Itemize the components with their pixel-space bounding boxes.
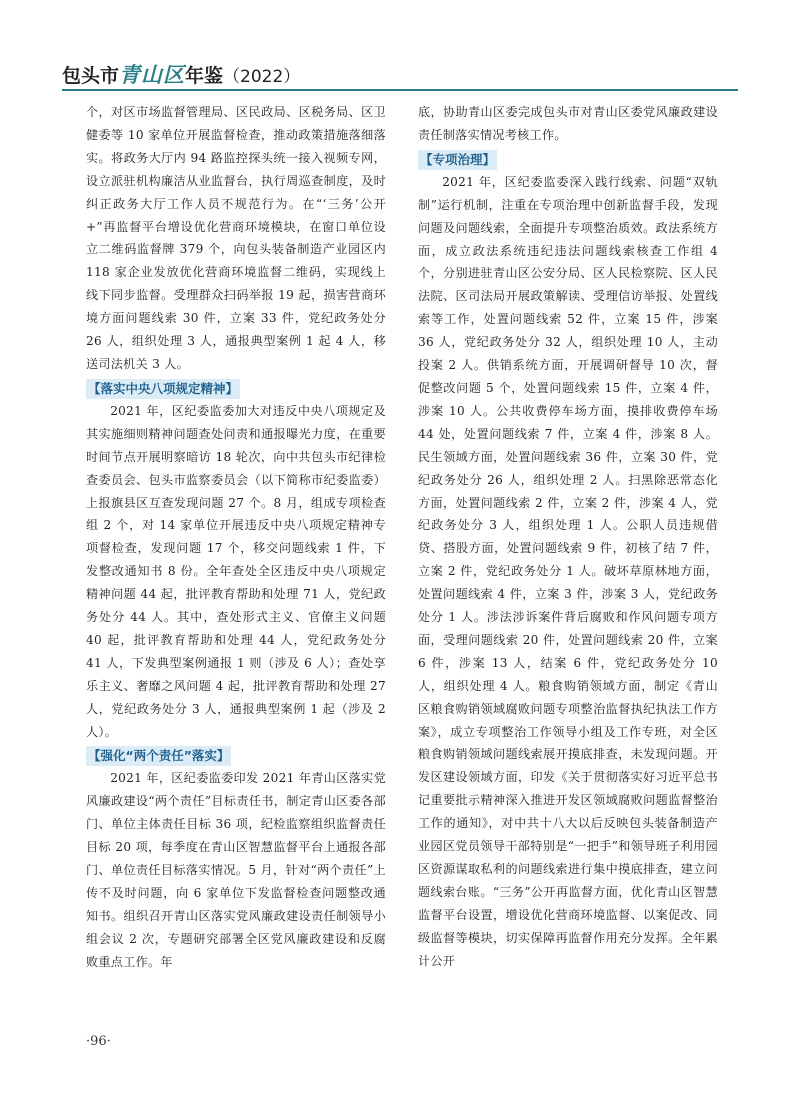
right-paragraph-2: 2021 年，区纪委监委深入践行线索、问题“双轨制”运行机制，注重在专项治理中创新监督手段，发现问题及问题线索，全面提升专项整治质效。政法系统方面，成立政法系统违纪违法问题线索核查工作组 4 个，分别进驻青山区公安分局、区人民检察院、区人民法院、区司法局开展政策解读、受理信访举报、处置线索等工作，处置问题线索 52 件，立案 15 件，涉案 36 人，党纪政务处分 32 人，组织处理 10 人，主动投案 2 人。供销系统方面，开展调研督导 10 次，督促整改问题 5 个，处置问题线索 15 件，立案 4 件，涉案 10 人。公共收费停车场方面，摸排收费停车场 44 处，处置问题线索 7 件，立案 4 件，涉案 8 人。民生领域方面，处置问题线索 36 件，立案 30 件，党纪政务处分 26 人，组织处理 2 人。扫黑除恶常态化方面，处置问题线索 2 件，立案 2 件，涉案 4 人，党纪政务处分 3 人，组织处理 1 人。公职人员违规借贷、搭股方面，处置问题线索 9 件，初核了结 7 件，立案 2 件，党纪政务处分 1 人。破坏草原林地方面，处置问题线索 4 件，立案 3 件，涉案 3 人，党纪政务处分 1 人。涉法涉诉案件背后腐败和作风问题专项方面，受理问题线索 20 件，处置问题线索 20 件，立案 6 件，涉案 13 人，结案 6 件，党纪政务处分 10 人，组织处理 4 人。粮食购销领域方面，制定《青山区粮食购销领域腐败问题专项整治监督执纪执法工作方案》，成立专项整治工作领导小组及工作专班，对全区粮食购销领域问题线索展开摸底排查，未发现问题。开发区建设领域方面，印发《关于贯彻落实好习近平总书记重要批示精神深入推进开发区领域腐败问题监督整治工作的通知》，对中共十八大以后反映包头装备制造产业园区党员领导干部特别是“一把手”和领导班子利用园区资源谋取私利的问题线索进行集中摸底排查，建立问题线索台账。“三务”公开再监督方面，优化青山区智慧监督平台设置，增设优化营商环境监督、以案促改、同级监督等模块，切实保障再监督作用充分发挥。全年累计公开 bbox=[418, 174, 718, 968]
title-suffix: 年鉴 bbox=[185, 65, 224, 87]
title-prefix: 包头市 bbox=[62, 65, 120, 87]
page-number: ·96· bbox=[86, 1034, 111, 1049]
running-header bbox=[62, 52, 742, 90]
left-paragraph-1: 个，对区市场监督管理局、区民政局、区税务局、区卫健委等 10 家单位开展监督检查，推动政策措施落细落实。将政务大厅内 94 路监控探头统一接入视频专网，设立派驻机构廉洁从业监督台，执行周巡查制度，及时纠正政务大厅工作人员不规范行为。在“‘三务’公开 +”再监督平台增设优化营商环境模块，在窗口单位设立二维码监督牌 379 个，向包头装备制造产业园区内 118 家企业发放优化营商环境监督二维码，实现线上线下同步监督。受理群众扫码举报 19 起，损害营商环境方面问题线索 30 件，立案 33 件，党纪政务处分 26 人，组织处理 3 人，通报典型案例 1 起 4 人，移送司法机关 3 人。 bbox=[86, 105, 386, 371]
qingshan-logo-text: 青山区 bbox=[119, 63, 186, 87]
right-column bbox=[418, 101, 718, 973]
section-heading-eight-rules: 【落实中央八项规定精神】 bbox=[86, 377, 386, 399]
left-paragraph-2: 2021 年，区纪委监委加大对违反中央八项规定及其实施细则精神问题查处问责和通报曝光力度，在重要时间节点开展明察暗访 18 轮次，向中共包头市纪律检查委员会、包头市监察委员会（以下简称市纪委监委）上报旗县区互查发现问题 27 个。8 月，组成专项检查组 2 个，对 14 家单位开展违反中央八项规定精神专项督检查，发现问题 17 个，移交问题线索 1 件，下发整改通知书 8 份。全年查处全区违反中央八项规定精神问题 44 起，批评教育帮助和处理 71 人，党纪政务处分 44 人。其中，查处形式主义、官僚主义问题 40 起，批评教育帮助和处理 44 人，党纪政务处分 41 人，下发典型案例通报 1 则（涉及 6 人）；查处享乐主义、奢靡之风问题 4 起，批评教育帮助和处理 27 人，党纪政务处分 3 人，通报典型案例 1 起（涉及 2 人）。 bbox=[86, 403, 386, 739]
right-paragraph-1: 底，协助青山区委完成包头市对青山区委党风廉政建设责任制落实情况考核工作。 bbox=[418, 105, 718, 142]
section-heading-two-responsibilities: 【强化“两个责任”落实】 bbox=[86, 744, 386, 766]
left-column bbox=[86, 101, 386, 974]
header-divider bbox=[62, 89, 738, 91]
section-heading-special-governance: 【专项治理】 bbox=[418, 148, 718, 170]
left-paragraph-3: 2021 年，区纪委监委印发 2021 年青山区落实党风廉政建设“两个责任”目标责任书，制定青山区委各部门、单位主体责任目标 36 项，纪检监察组织监督责任目标 20 项，每季度在青山区智慧监督平台上通报各部门、单位责任目标落实情况。5 月，针对“两个责任”上传不及时问题，向 6 家单位下发监督检查问题整改通知书。组织召开青山区落实党风廉政建设责任制领导小组会议 2 次，专题研究部署全区党风廉政建设和反腐败重点工作。年 bbox=[86, 771, 386, 969]
title-year: （2022） bbox=[223, 67, 301, 87]
yearbook-title bbox=[62, 59, 300, 89]
